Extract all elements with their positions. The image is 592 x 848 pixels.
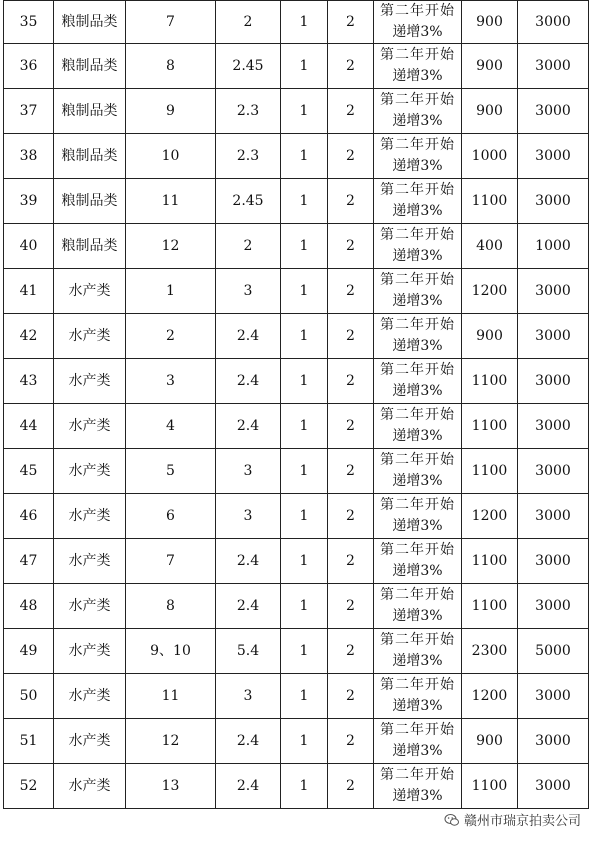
table-row xyxy=(4,764,589,809)
note-line1: 第二年开始 xyxy=(380,452,455,468)
wechat-icon xyxy=(444,812,460,828)
unit-cell: 12 xyxy=(126,224,216,269)
unit-cell: 5 xyxy=(126,449,216,494)
row-number: 42 xyxy=(4,314,54,359)
note-cell xyxy=(374,404,462,449)
area-cell: 2.3 xyxy=(216,134,281,179)
col-a-cell: 1 xyxy=(281,179,328,224)
deposit-cell: 3000 xyxy=(518,404,589,449)
deposit-cell: 3000 xyxy=(518,134,589,179)
deposit-cell: 1000 xyxy=(518,224,589,269)
note-cell xyxy=(374,629,462,674)
row-number: 38 xyxy=(4,134,54,179)
col-b-cell: 2 xyxy=(328,764,374,809)
col-a-cell: 1 xyxy=(281,719,328,764)
note-line1: 第二年开始 xyxy=(380,92,455,108)
area-cell: 2 xyxy=(216,224,281,269)
category-cell: 水产类 xyxy=(54,764,126,809)
note-line2: 递增3% xyxy=(392,203,443,219)
note-cell xyxy=(374,314,462,359)
category-cell: 粮制品类 xyxy=(54,1,126,44)
row-number: 48 xyxy=(4,584,54,629)
note-cell xyxy=(374,584,462,629)
auction-table xyxy=(3,0,589,809)
col-b-cell: 2 xyxy=(328,314,374,359)
col-a-cell: 1 xyxy=(281,134,328,179)
category-cell: 水产类 xyxy=(54,629,126,674)
deposit-cell: 3000 xyxy=(518,179,589,224)
deposit-cell: 3000 xyxy=(518,359,589,404)
table-row xyxy=(4,494,589,539)
category-cell: 粮制品类 xyxy=(54,44,126,89)
note-line1: 第二年开始 xyxy=(380,542,455,558)
category-cell: 粮制品类 xyxy=(54,224,126,269)
col-a-cell: 1 xyxy=(281,359,328,404)
col-b-cell: 2 xyxy=(328,224,374,269)
col-a-cell: 1 xyxy=(281,584,328,629)
row-number: 40 xyxy=(4,224,54,269)
note-line2: 递增3% xyxy=(392,24,443,40)
col-a-cell: 1 xyxy=(281,1,328,44)
category-cell: 粮制品类 xyxy=(54,179,126,224)
table-row xyxy=(4,1,589,44)
col-b-cell: 2 xyxy=(328,494,374,539)
price-cell: 900 xyxy=(462,719,518,764)
table-row xyxy=(4,719,589,764)
category-cell: 水产类 xyxy=(54,719,126,764)
deposit-cell: 3000 xyxy=(518,1,589,44)
price-cell: 400 xyxy=(462,224,518,269)
col-a-cell: 1 xyxy=(281,629,328,674)
unit-cell: 8 xyxy=(126,44,216,89)
col-b-cell: 2 xyxy=(328,449,374,494)
note-line1: 第二年开始 xyxy=(380,137,455,153)
price-cell: 900 xyxy=(462,1,518,44)
area-cell: 3 xyxy=(216,674,281,719)
area-cell: 2.4 xyxy=(216,314,281,359)
unit-cell: 11 xyxy=(126,179,216,224)
note-line1: 第二年开始 xyxy=(380,317,455,333)
area-cell: 2.3 xyxy=(216,89,281,134)
note-cell xyxy=(374,719,462,764)
note-cell xyxy=(374,1,462,44)
note-cell xyxy=(374,764,462,809)
deposit-cell: 3000 xyxy=(518,314,589,359)
deposit-cell: 3000 xyxy=(518,719,589,764)
note-line2: 递增3% xyxy=(392,608,443,624)
row-number: 43 xyxy=(4,359,54,404)
row-number: 51 xyxy=(4,719,54,764)
area-cell: 2.4 xyxy=(216,539,281,584)
category-cell: 水产类 xyxy=(54,674,126,719)
deposit-cell: 3000 xyxy=(518,584,589,629)
note-cell xyxy=(374,134,462,179)
note-line2: 递增3% xyxy=(392,293,443,309)
note-line2: 递增3% xyxy=(392,248,443,264)
area-cell: 2.4 xyxy=(216,404,281,449)
row-number: 36 xyxy=(4,44,54,89)
col-a-cell: 1 xyxy=(281,539,328,584)
deposit-cell: 3000 xyxy=(518,44,589,89)
unit-cell: 1 xyxy=(126,269,216,314)
note-line1: 第二年开始 xyxy=(380,632,455,648)
note-line1: 第二年开始 xyxy=(380,47,455,63)
col-b-cell: 2 xyxy=(328,539,374,584)
col-a-cell: 1 xyxy=(281,224,328,269)
area-cell: 2.4 xyxy=(216,764,281,809)
price-cell: 900 xyxy=(462,314,518,359)
category-cell: 水产类 xyxy=(54,359,126,404)
price-cell: 1100 xyxy=(462,404,518,449)
unit-cell: 6 xyxy=(126,494,216,539)
unit-cell: 9、10 xyxy=(126,629,216,674)
note-line1: 第二年开始 xyxy=(380,227,455,243)
col-a-cell: 1 xyxy=(281,314,328,359)
col-b-cell: 2 xyxy=(328,674,374,719)
category-cell: 水产类 xyxy=(54,314,126,359)
price-cell: 1100 xyxy=(462,764,518,809)
table-row xyxy=(4,89,589,134)
unit-cell: 3 xyxy=(126,359,216,404)
area-cell: 3 xyxy=(216,269,281,314)
deposit-cell: 5000 xyxy=(518,629,589,674)
deposit-cell: 3000 xyxy=(518,494,589,539)
category-cell: 水产类 xyxy=(54,449,126,494)
table-row xyxy=(4,449,589,494)
table-row xyxy=(4,134,589,179)
col-b-cell: 2 xyxy=(328,404,374,449)
note-line1: 第二年开始 xyxy=(380,3,455,19)
row-number: 37 xyxy=(4,89,54,134)
price-cell: 1200 xyxy=(462,674,518,719)
note-line2: 递增3% xyxy=(392,698,443,714)
unit-cell: 12 xyxy=(126,719,216,764)
note-line2: 递增3% xyxy=(392,113,443,129)
table-row xyxy=(4,44,589,89)
note-line2: 递增3% xyxy=(392,473,443,489)
unit-cell: 8 xyxy=(126,584,216,629)
note-cell xyxy=(374,179,462,224)
note-cell xyxy=(374,89,462,134)
unit-cell: 2 xyxy=(126,314,216,359)
note-line2: 递增3% xyxy=(392,563,443,579)
area-cell: 2.45 xyxy=(216,44,281,89)
category-cell: 粮制品类 xyxy=(54,89,126,134)
category-cell: 水产类 xyxy=(54,269,126,314)
price-cell: 1200 xyxy=(462,494,518,539)
category-cell: 水产类 xyxy=(54,584,126,629)
col-a-cell: 1 xyxy=(281,674,328,719)
note-line2: 递增3% xyxy=(392,518,443,534)
table-body xyxy=(4,1,589,809)
col-b-cell: 2 xyxy=(328,269,374,314)
row-number: 46 xyxy=(4,494,54,539)
note-line1: 第二年开始 xyxy=(380,182,455,198)
area-cell: 3 xyxy=(216,449,281,494)
row-number: 44 xyxy=(4,404,54,449)
note-line1: 第二年开始 xyxy=(380,362,455,378)
table-row xyxy=(4,179,589,224)
note-line1: 第二年开始 xyxy=(380,587,455,603)
unit-cell: 13 xyxy=(126,764,216,809)
deposit-cell: 3000 xyxy=(518,89,589,134)
unit-cell: 7 xyxy=(126,539,216,584)
unit-cell: 11 xyxy=(126,674,216,719)
note-line2: 递增3% xyxy=(392,383,443,399)
note-line2: 递增3% xyxy=(392,338,443,354)
note-cell xyxy=(374,539,462,584)
category-cell: 粮制品类 xyxy=(54,134,126,179)
area-cell: 2.4 xyxy=(216,359,281,404)
unit-cell: 7 xyxy=(126,1,216,44)
row-number: 45 xyxy=(4,449,54,494)
note-line1: 第二年开始 xyxy=(380,497,455,513)
price-cell: 2300 xyxy=(462,629,518,674)
note-line2: 递增3% xyxy=(392,428,443,444)
row-number: 52 xyxy=(4,764,54,809)
category-cell: 水产类 xyxy=(54,404,126,449)
area-cell: 5.4 xyxy=(216,629,281,674)
note-cell xyxy=(374,359,462,404)
price-cell: 1000 xyxy=(462,134,518,179)
note-line2: 递增3% xyxy=(392,743,443,759)
area-cell: 3 xyxy=(216,494,281,539)
table-row xyxy=(4,539,589,584)
col-a-cell: 1 xyxy=(281,449,328,494)
price-cell: 900 xyxy=(462,44,518,89)
row-number: 47 xyxy=(4,539,54,584)
col-b-cell: 2 xyxy=(328,584,374,629)
col-b-cell: 2 xyxy=(328,134,374,179)
col-b-cell: 2 xyxy=(328,89,374,134)
unit-cell: 10 xyxy=(126,134,216,179)
table-row xyxy=(4,674,589,719)
table-row xyxy=(4,404,589,449)
col-b-cell: 2 xyxy=(328,179,374,224)
price-cell: 1100 xyxy=(462,179,518,224)
deposit-cell: 3000 xyxy=(518,674,589,719)
note-line2: 递增3% xyxy=(392,788,443,804)
note-cell xyxy=(374,494,462,539)
price-cell: 1200 xyxy=(462,269,518,314)
unit-cell: 4 xyxy=(126,404,216,449)
price-cell: 900 xyxy=(462,89,518,134)
note-line2: 递增3% xyxy=(392,68,443,84)
note-line1: 第二年开始 xyxy=(380,407,455,423)
unit-cell: 9 xyxy=(126,89,216,134)
deposit-cell: 3000 xyxy=(518,449,589,494)
col-b-cell: 2 xyxy=(328,44,374,89)
note-line2: 递增3% xyxy=(392,653,443,669)
note-line1: 第二年开始 xyxy=(380,767,455,783)
watermark xyxy=(441,809,584,830)
note-cell xyxy=(374,674,462,719)
note-cell xyxy=(374,224,462,269)
table-row xyxy=(4,359,589,404)
col-a-cell: 1 xyxy=(281,404,328,449)
col-b-cell: 2 xyxy=(328,719,374,764)
note-cell xyxy=(374,269,462,314)
row-number: 49 xyxy=(4,629,54,674)
note-line1: 第二年开始 xyxy=(380,677,455,693)
row-number: 41 xyxy=(4,269,54,314)
area-cell: 2 xyxy=(216,1,281,44)
note-cell xyxy=(374,44,462,89)
table-row xyxy=(4,584,589,629)
col-a-cell: 1 xyxy=(281,494,328,539)
price-cell: 1100 xyxy=(462,359,518,404)
category-cell: 水产类 xyxy=(54,494,126,539)
note-line2: 递增3% xyxy=(392,158,443,174)
area-cell: 2.45 xyxy=(216,179,281,224)
col-a-cell: 1 xyxy=(281,269,328,314)
note-line1: 第二年开始 xyxy=(380,272,455,288)
note-line1: 第二年开始 xyxy=(380,722,455,738)
area-cell: 2.4 xyxy=(216,719,281,764)
price-cell: 1100 xyxy=(462,584,518,629)
price-cell: 1100 xyxy=(462,539,518,584)
table-row xyxy=(4,269,589,314)
category-cell: 水产类 xyxy=(54,539,126,584)
col-b-cell: 2 xyxy=(328,359,374,404)
row-number: 35 xyxy=(4,1,54,44)
deposit-cell: 3000 xyxy=(518,539,589,584)
row-number: 50 xyxy=(4,674,54,719)
deposit-cell: 3000 xyxy=(518,269,589,314)
table-row xyxy=(4,629,589,674)
col-b-cell: 2 xyxy=(328,629,374,674)
deposit-cell: 3000 xyxy=(518,764,589,809)
col-a-cell: 1 xyxy=(281,89,328,134)
col-a-cell: 1 xyxy=(281,764,328,809)
row-number: 39 xyxy=(4,179,54,224)
table-row xyxy=(4,224,589,269)
area-cell: 2.4 xyxy=(216,584,281,629)
watermark-text: 赣州市瑞京拍卖公司 xyxy=(463,814,581,829)
col-a-cell: 1 xyxy=(281,44,328,89)
note-cell xyxy=(374,449,462,494)
price-cell: 1100 xyxy=(462,449,518,494)
col-b-cell: 2 xyxy=(328,1,374,44)
table-row xyxy=(4,314,589,359)
